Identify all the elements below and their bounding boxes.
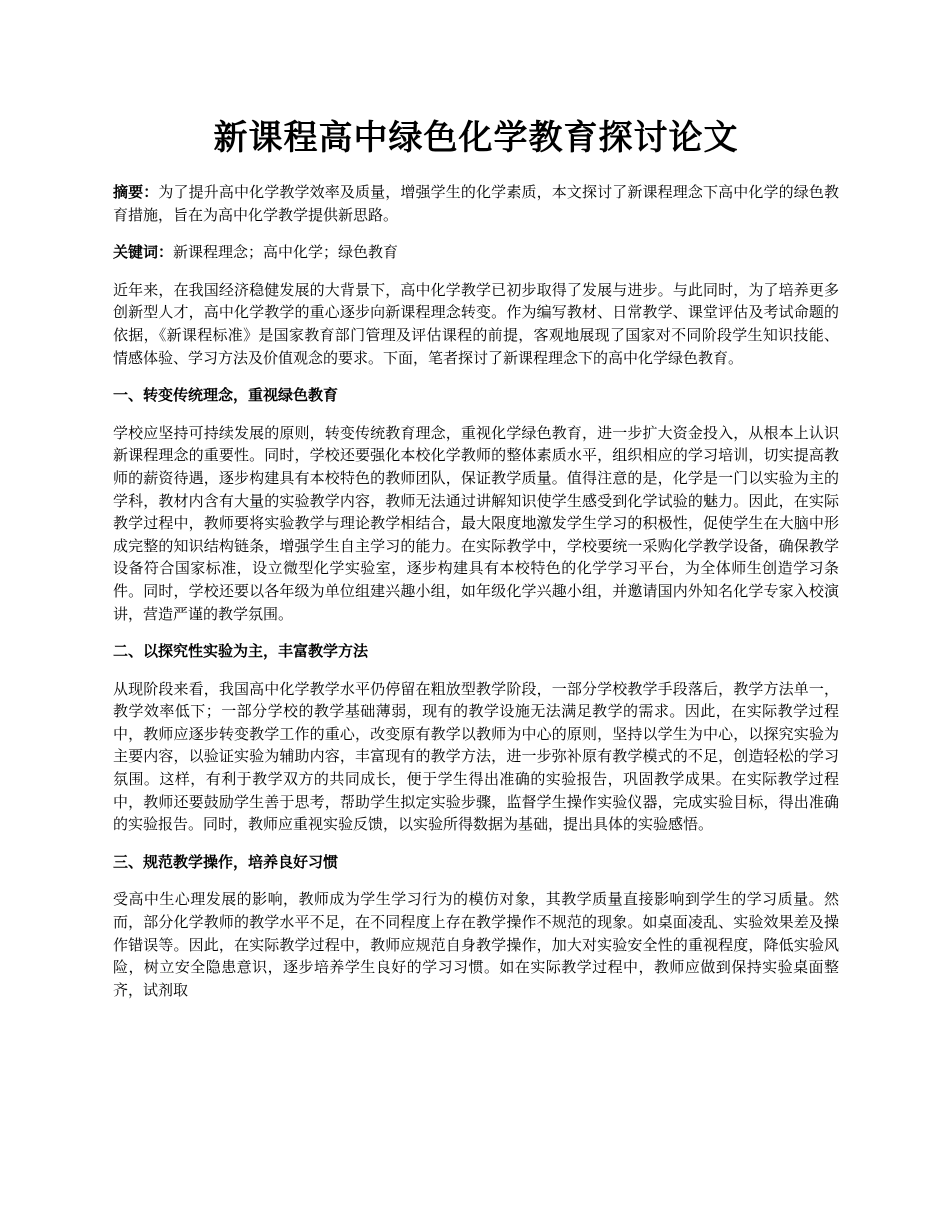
section-heading-3: 三、规范教学操作，培养良好习惯	[113, 852, 339, 871]
section-heading-1: 一、转变传统理念，重视绿色教育	[113, 386, 339, 405]
abstract-label: 摘要：	[113, 183, 159, 201]
section-body-3: 受高中生心理发展的影响，教师成为学生学习行为的模仿对象，其教学质量直接影响到学生的学习质量。然而，部分化学教师的教学水平不足，在不同程度上存在教学操作不规范的现象。如桌面凌乱、实验效果差及操作错误等。因此，在实际教学过程中，教师应规范自身教学操作，加大对实验安全性的重视程度，降低实验风险，树立安全隐患意识，逐步培养学生良好的学习习惯。如在实际教学过程中，教师应做到保持实验桌面整齐，试剂取	[113, 890, 839, 999]
keywords-text: 新课程理念；高中化学；绿色教育	[173, 243, 399, 262]
section-heading-2: 二、以探究性实验为主，丰富教学方法	[113, 642, 369, 661]
intro-paragraph: 近年来，在我国经济稳健发展的大背景下，高中化学教学已初步取得了发展与进步。与此同时，为了培养更多创新型人才，高中化学教学的重心逐步向新课程理念转变。作为编写教材、日常教学、课堂评估及考试命题的依据，《新课程标准》是国家教育部门管理及评估课程的前提，客观地展现了国家对不同阶段学生知识技能、情感体验、学习方法及价值观念的要求。下面，笔者探讨了新课程理念下的高中化学绿色教育。	[113, 280, 839, 367]
abstract-text: 为了提升高中化学教学效率及质量，增强学生的化学素质，本文探讨了新课程理念下高中化学的绿色教育措施，旨在为高中化学教学提供新思路。	[113, 183, 839, 224]
keywords	[113, 241, 839, 264]
abstract	[113, 181, 839, 226]
keywords-label: 关键词：	[113, 243, 174, 262]
document-page	[113, 0, 839, 1001]
section-body-2: 从现阶段来看，我国高中化学教学水平仍停留在粗放型教学阶段，一部分学校教学手段落后，教学方法单一，教学效率低下；一部分学校的教学基础薄弱，现有的教学设施无法满足教学的需求。因此，在实际教学过程中，教师应逐步转变教学工作的重心，改变原有教学以教师为中心的原则，坚持以学生为中心，以探究实验为主要内容，以验证实验为辅助内容，丰富现有的教学方法，进一步弥补原有教学模式的不足，创造轻松的学习氛围。这样，有利于教学双方的共同成长，便于学生得出准确的实验报告，巩固教学成果。在实际教学过程中，教师还要鼓励学生善于思考，帮助学生拟定实验步骤，监督学生操作实验仪器，完成实验目标，得出准确的实验报告。同时，教师应重视实验反馈，以实验所得数据为基础，提出具体的实验感悟。	[113, 679, 839, 834]
section-body-1: 学校应坚持可持续发展的原则，转变传统教育理念，重视化学绿色教育，进一步扩大资金投入，从根本上认识新课程理念的重要性。同时，学校还要强化本校化学教师的整体素质水平，组织相应的学习培训，切实提高教师的薪资待遇，逐步构建具有本校特色的教师团队，保证教学质量。值得注意的是，化学是一门以实验为主的学科，教材内含有大量的实验教学内容，教师无法通过讲解知识使学生感受到化学试验的魅力。因此，在实际教学过程中，教师要将实验教学与理论教学相结合，最大限度地激发学生学习的积极性，促使学生在大脑中形成完整的知识结构链条，增强学生自主学习的能力。在实际教学中，学校要统一采购化学教学设备，确保教学设备符合国家标准，设立微型化学实验室，逐步构建具有本校特色的化学学习平台，为全体师生创造学习条件。同时，学校还要以各年级为单位组建兴趣小组，如年级化学兴趣小组，并邀请国内外知名化学专家入校演讲，营造严谨的教学氛围。	[113, 423, 839, 623]
document-title: 新课程高中绿色化学教育探讨论文	[213, 118, 739, 158]
